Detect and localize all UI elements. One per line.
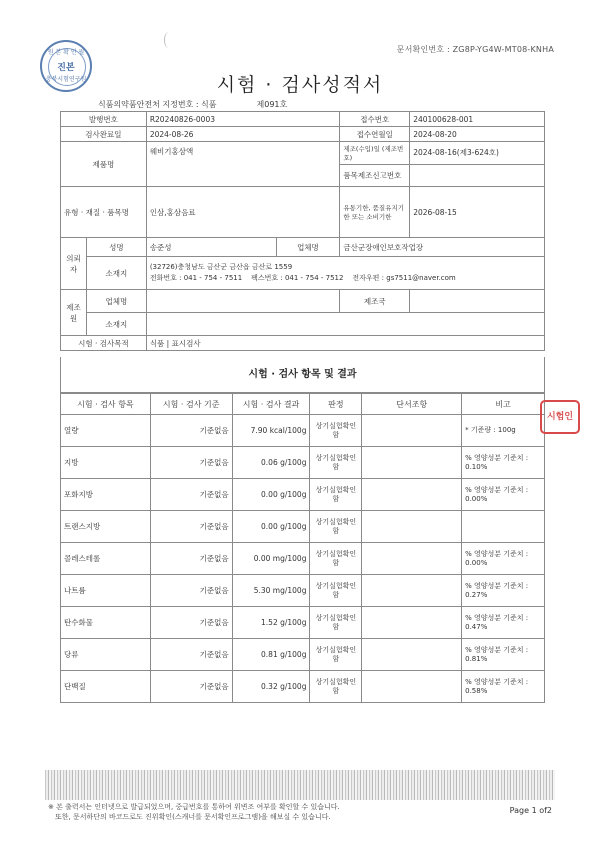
result-judgment: 상기실험확인함 bbox=[310, 543, 362, 575]
result-row bbox=[61, 543, 545, 575]
result-standard: 기준없음 bbox=[150, 607, 232, 639]
email-label: 전자우편 : bbox=[352, 274, 385, 282]
result-note: % 영양성분 기준치 : 0.10% bbox=[462, 447, 545, 479]
result-clause bbox=[362, 479, 462, 511]
expiry-date: 2026-08-15 bbox=[410, 187, 545, 238]
result-clause bbox=[362, 639, 462, 671]
result-value: 0.06 g/100g bbox=[232, 447, 310, 479]
result-item: 포화지방 bbox=[61, 479, 151, 511]
result-clause bbox=[362, 415, 462, 447]
result-row bbox=[61, 607, 545, 639]
result-row bbox=[61, 447, 545, 479]
result-value: 5.30 mg/100g bbox=[232, 575, 310, 607]
result-standard: 기준없음 bbox=[150, 447, 232, 479]
result-row bbox=[61, 479, 545, 511]
client-address-block bbox=[146, 257, 544, 290]
result-row bbox=[61, 415, 545, 447]
result-clause bbox=[362, 607, 462, 639]
result-standard: 기준없음 bbox=[150, 479, 232, 511]
result-item: 당류 bbox=[61, 639, 151, 671]
maker-label: 제조원 bbox=[61, 290, 87, 336]
result-standard: 기준없음 bbox=[150, 511, 232, 543]
result-judgment: 상기실험확인함 bbox=[310, 671, 362, 703]
country-label: 제조국 bbox=[340, 290, 410, 313]
result-note: % 영양성분 기준치 : 0.81% bbox=[462, 639, 545, 671]
result-value: 0.32 g/100g bbox=[232, 671, 310, 703]
receipt-no: 240100628-001 bbox=[410, 112, 545, 127]
result-standard: 기준없음 bbox=[150, 575, 232, 607]
issue-no-label: 발행번호 bbox=[61, 112, 147, 127]
type-label: 유형 · 재질 · 품목명 bbox=[61, 187, 147, 238]
maker-company bbox=[146, 290, 340, 313]
email: gs7511@naver.com bbox=[386, 274, 456, 282]
fax: 041 - 754 - 7512 bbox=[284, 274, 344, 282]
test-seal-stamp: 시험인 bbox=[540, 400, 580, 434]
phone-label: 전화번호 : bbox=[149, 274, 182, 282]
result-item: 탄수화물 bbox=[61, 607, 151, 639]
results-table bbox=[60, 393, 545, 703]
result-item: 콜레스테롤 bbox=[61, 543, 151, 575]
stamp-word: 진본 bbox=[57, 63, 75, 73]
mfg-date: 2024-08-16(제3-624호) bbox=[410, 142, 545, 165]
result-value: 0.81 g/100g bbox=[232, 639, 310, 671]
result-item: 나트륨 bbox=[61, 575, 151, 607]
report-no bbox=[410, 164, 545, 187]
results-header-row bbox=[61, 394, 545, 415]
receipt-date: 2024-08-20 bbox=[410, 127, 545, 142]
verification-barcode bbox=[45, 770, 555, 800]
stamp-bottom-text: 충북시험연구원 bbox=[45, 76, 87, 83]
result-row bbox=[61, 575, 545, 607]
result-note: % 영양성분 기준치 : 0.58% bbox=[462, 671, 545, 703]
punch-mark bbox=[164, 32, 173, 48]
address-label: 소재지 bbox=[86, 257, 146, 290]
page-title: 시험 · 검사성적서 bbox=[216, 74, 384, 96]
company-name: 금산군장애인보호작업장 bbox=[340, 238, 545, 257]
result-note bbox=[462, 511, 545, 543]
result-row bbox=[61, 639, 545, 671]
country bbox=[410, 290, 545, 313]
result-value: 0.00 mg/100g bbox=[232, 543, 310, 575]
receipt-date-label: 접수연월일 bbox=[340, 127, 410, 142]
completed-label: 검사완료일 bbox=[61, 127, 147, 142]
doc-check-code: 문서확인번호 : ZG8P-YG4W-MT08-KNHA bbox=[396, 45, 554, 54]
info-table bbox=[60, 111, 545, 351]
result-item: 트랜스지방 bbox=[61, 511, 151, 543]
result-clause bbox=[362, 671, 462, 703]
results-column-header: 판정 bbox=[310, 394, 362, 415]
results-column-header: 비고 bbox=[462, 394, 545, 415]
result-row bbox=[61, 671, 545, 703]
result-note: % 영양성분 기준치 : 0.47% bbox=[462, 607, 545, 639]
product-label: 제품명 bbox=[61, 142, 147, 187]
result-clause bbox=[362, 447, 462, 479]
result-clause bbox=[362, 543, 462, 575]
institution-number: 제091호 bbox=[256, 100, 288, 109]
fax-label: 팩스번호 : bbox=[251, 274, 283, 282]
maker-company-label: 업체명 bbox=[86, 290, 146, 313]
page-number: Page 1 of2 bbox=[509, 806, 552, 815]
result-judgment: 상기실험확인함 bbox=[310, 447, 362, 479]
completed-date: 2024-08-26 bbox=[146, 127, 340, 142]
client-address: (32726)충청남도 금산군 금산읍 금산로 1559 bbox=[149, 263, 293, 271]
result-standard: 기준없음 bbox=[150, 639, 232, 671]
result-item: 지방 bbox=[61, 447, 151, 479]
results-column-header: 시험 · 검사 결과 bbox=[232, 394, 310, 415]
result-standard: 기준없음 bbox=[150, 415, 232, 447]
stamp-top-text: 원 본 확 인 필 bbox=[47, 49, 85, 56]
result-judgment: 상기실험확인함 bbox=[310, 575, 362, 607]
purpose-label: 시험 · 검사목적 bbox=[61, 336, 147, 351]
maker-address-label: 소재지 bbox=[86, 313, 146, 336]
result-value: 7.90 kcal/100g bbox=[232, 415, 310, 447]
result-judgment: 상기실험확인함 bbox=[310, 607, 362, 639]
report-no-label: 품목제조신고번호 bbox=[340, 164, 410, 187]
institution-line bbox=[98, 99, 327, 110]
result-judgment: 상기실험확인함 bbox=[310, 511, 362, 543]
client-label: 의뢰자 bbox=[61, 238, 87, 290]
result-judgment: 상기실험확인함 bbox=[310, 415, 362, 447]
footer-note-2: 또한, 문서하단의 바코드로도 진위확인(스캐너를 문서확인프로그램)을 해보실 수 있습니다. bbox=[55, 813, 331, 821]
mfg-date-label: 제조(수입)일 (제조번호) bbox=[340, 142, 410, 165]
expiry-label: 유통기한, 품질유지기한 또는 소비기한 bbox=[340, 187, 410, 238]
result-value: 1.52 g/100g bbox=[232, 607, 310, 639]
product-name: 웨비기홍삼액 bbox=[146, 142, 340, 187]
contact-line bbox=[150, 273, 541, 284]
purpose-value: 식품 | 표시검사 bbox=[146, 336, 544, 351]
company-label: 업체명 bbox=[276, 238, 340, 257]
result-note: % 영양성분 기준치 : 0.00% bbox=[462, 479, 545, 511]
issue-no: R20240826-0003 bbox=[146, 112, 340, 127]
footer-note-1: ※ 본 출력서는 인터넷으로 발급되었으며, 중급번호를 통하여 위변조 여부를 확인할 수 있습니다. bbox=[48, 803, 340, 811]
result-item: 단백질 bbox=[61, 671, 151, 703]
result-item: 열량 bbox=[61, 415, 151, 447]
result-note: % 영양성분 기준치 : 0.27% bbox=[462, 575, 545, 607]
result-judgment: 상기실험확인함 bbox=[310, 479, 362, 511]
phone: 041 - 754 - 7511 bbox=[183, 274, 243, 282]
result-value: 0.00 g/100g bbox=[232, 511, 310, 543]
result-clause bbox=[362, 511, 462, 543]
client-name-label: 성명 bbox=[86, 238, 146, 257]
result-row bbox=[61, 511, 545, 543]
result-clause bbox=[362, 575, 462, 607]
result-value: 0.00 g/100g bbox=[232, 479, 310, 511]
results-column-header: 시험 · 검사 항목 bbox=[61, 394, 151, 415]
results-column-header: 시험 · 검사 기준 bbox=[150, 394, 232, 415]
result-standard: 기준없음 bbox=[150, 671, 232, 703]
result-note: % 영양성분 기준치 : 0.00% bbox=[462, 543, 545, 575]
result-standard: 기준없음 bbox=[150, 543, 232, 575]
results-section-title: 시험 · 검사 항목 및 결과 bbox=[60, 357, 545, 393]
receipt-no-label: 접수번호 bbox=[340, 112, 410, 127]
results-column-header: 단서조항 bbox=[362, 394, 462, 415]
maker-address bbox=[146, 313, 544, 336]
client-name: 송준성 bbox=[146, 238, 276, 257]
result-judgment: 상기실험확인함 bbox=[310, 639, 362, 671]
institution-label: 식품의약품안전처 지정번호 : 식품 bbox=[98, 100, 217, 109]
result-note: * 기준량 : 100g bbox=[462, 415, 545, 447]
type-value: 인삼,홍삼음료 bbox=[146, 187, 340, 238]
